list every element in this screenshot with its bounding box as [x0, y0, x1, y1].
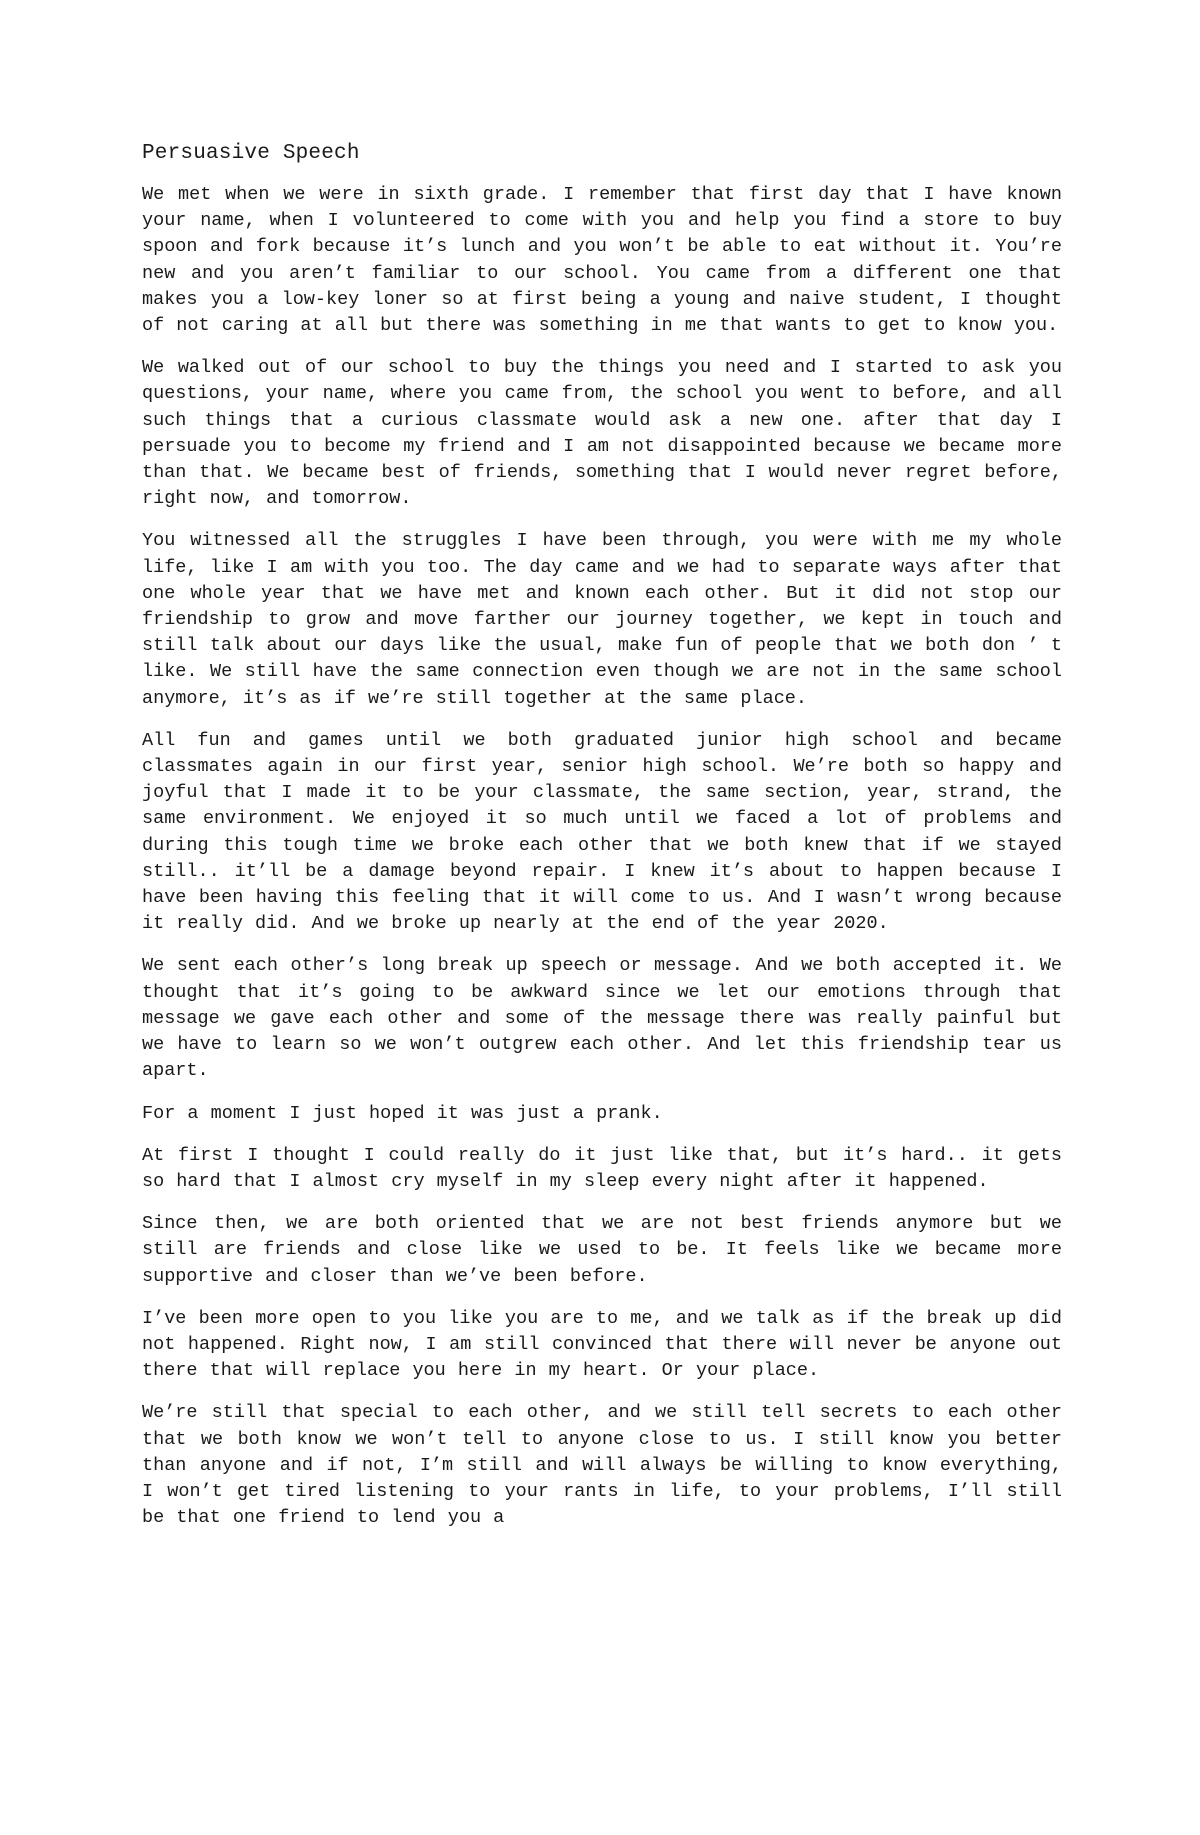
paragraph-4: All fun and games until we both graduated junior high school and became classmates again in our first year, senior high school. We’re both so happy and joyful that I made it to be your classmate, the same section, year, strand, the same environment. We enjoyed it so much until we faced a lot of problems and during this tough time we broke each other that we both knew that if we stayed still.. it’ll be a damage beyond repair. I knew it’s about to happen because I have been having this feeling that it will come to us. And I wasn’t wrong because it really did. And we broke up nearly at the end of the year 2020. — [142, 729, 1062, 935]
paragraph-10: We’re still that special to each other, and we still tell secrets to each other that we both know we won’t tell to anyone close to us. I still know you better than anyone and if not, I’m still and will always be willing to know everything, I won’t get tired listening to your rants in life, to your problems, I’ll still be that one friend to lend you a — [142, 1402, 1062, 1529]
paragraph-9: I’ve been more open to you like you are to me, and we talk as if the break up did not happened. Right now, I am still convinced that there will never be anyone out there that will replace you here in my heart. Or your place. — [142, 1307, 1062, 1382]
document-page — [142, 140, 1062, 1547]
paragraph-3: You witnessed all the struggles I have been through, you were with me my whole life, like I am with you too. The day came and we had to separate ways after that one whole year that we have met and known each other. But it did not stop our friendship to grow and move farther our journey together, we kept in touch and still talk about our days like the usual, make fun of people that we both don ’ t like. We still have the same connection even though we are not in the same school anymore, it’s as if we’re still together at the same place. — [142, 530, 1062, 709]
paragraph-7: At first I thought I could really do it just like that, but it’s hard.. it gets so hard that I almost cry myself in my sleep every night after it happened. — [142, 1144, 1062, 1192]
paragraph-2: We walked out of our school to buy the things you need and I started to ask you questions, your name, where you came from, the school you went to before, and all such things that a curious classmate would ask a new one. after that day I persuade you to become my friend and I am not disappointed because we became more than that. We became best of friends, something that I would never regret before, right now, and tomorrow. — [142, 357, 1062, 510]
paragraph-1: We met when we were in sixth grade. I remember that first day that I have known your name, when I volunteered to come with you and help you find a store to buy spoon and fork because it’s lunch and you won’t be able to eat without it. You’re new and you aren’t familiar to our school. You came from a different one that makes you a low-key loner so at first being a young and naive student, I thought of not caring at all but there was something in me that wants to get to know you. — [142, 184, 1062, 337]
document-title: Persuasive Speech — [142, 142, 360, 165]
paragraph-5: We sent each other’s long break up speech or message. And we both accepted it. We thought that it’s going to be awkward since we let our emotions through that message we gave each other and some of the message there was really painful but we have to learn so we won’t outgrew each other. And let this friendship tear us apart. — [142, 955, 1062, 1082]
paragraph-8: Since then, we are both oriented that we are not best friends anymore but we still are friends and close like we used to be. It feels like we became more supportive and closer than we’ve been before. — [142, 1213, 1062, 1287]
paragraph-6: For a moment I just hoped it was just a prank. — [142, 1102, 663, 1124]
